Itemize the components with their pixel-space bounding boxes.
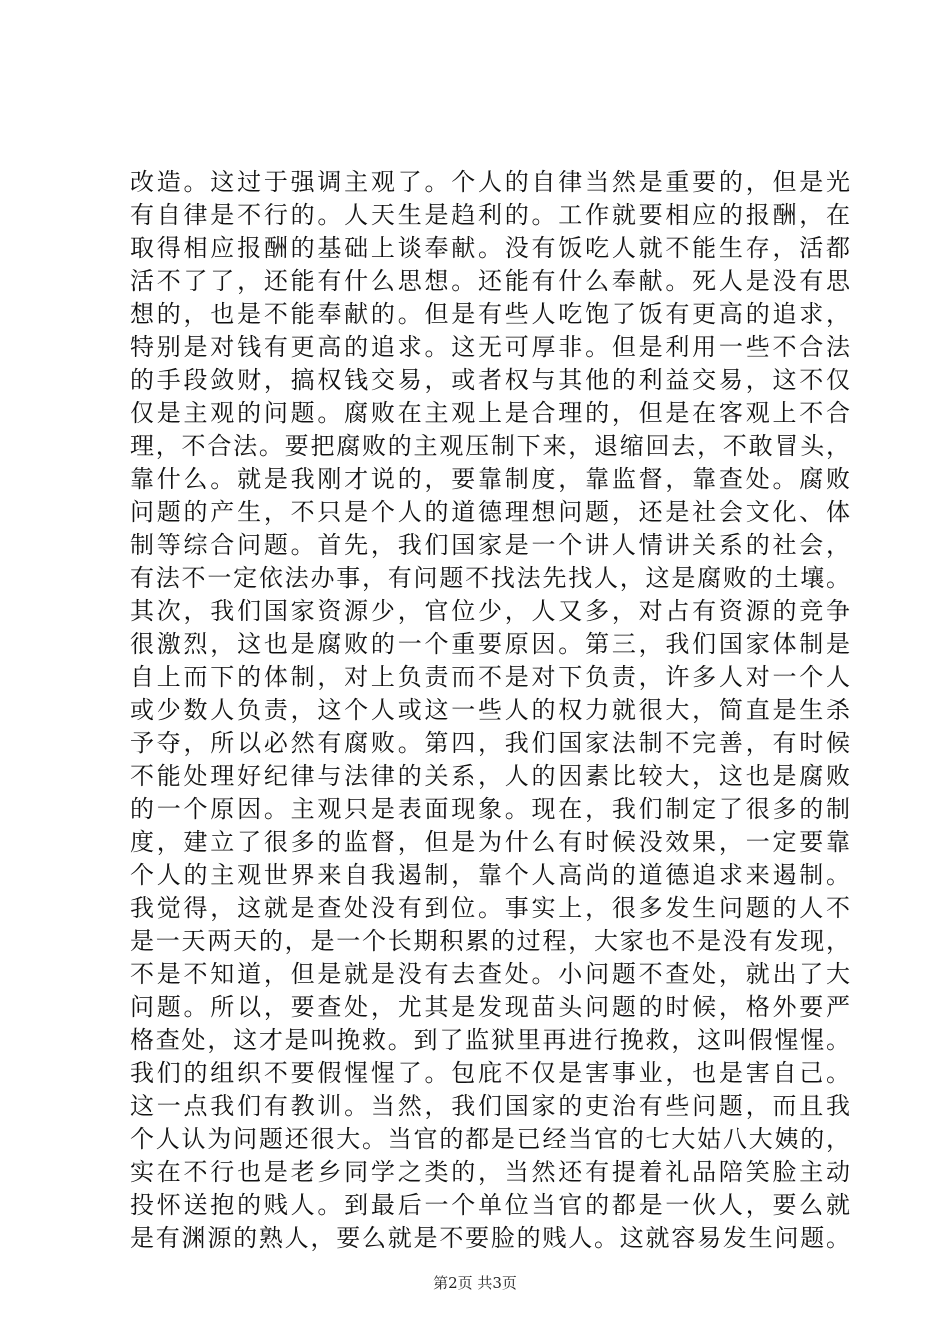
- text-line: 予夺，所以必然有腐败。第四，我们国家法制不完善，有时候: [130, 729, 850, 757]
- text-line: 改造。这过于强调主观了。个人的自律当然是重要的，但是光: [130, 168, 850, 196]
- text-line: 这一点我们有教训。当然，我们国家的吏治有些问题，而且我: [130, 1092, 850, 1120]
- text-line: 仅是主观的问题。腐败在主观上是合理的，但是在客观上不合: [130, 399, 850, 427]
- text-line: 问题。所以，要查处，尤其是发现苗头问题的时候，格外要严: [130, 993, 850, 1021]
- text-line: 活不了了，还能有什么思想。还能有什么奉献。死人是没有思: [130, 267, 850, 295]
- text-line: 制等综合问题。首先，我们国家是一个讲人情讲关系的社会，: [130, 531, 850, 559]
- body-text: [130, 166, 850, 1255]
- text-line: 问题的产生，不只是个人的道德理想问题，还是社会文化、体: [130, 498, 850, 526]
- page-number-footer: 第2页 共3页: [433, 1274, 517, 1292]
- text-line: 不能处理好纪律与法律的关系，人的因素比较大，这也是腐败: [130, 762, 850, 790]
- text-line: 靠什么。就是我刚才说的，要靠制度，靠监督，靠查处。腐败: [130, 465, 850, 493]
- text-line: 我觉得，这就是查处没有到位。事实上，很多发生问题的人不: [130, 894, 850, 922]
- text-line: 格查处，这才是叫挽救。到了监狱里再进行挽救，这叫假惺惺。: [130, 1026, 850, 1054]
- text-line: 有自律是不行的。人天生是趋利的。工作就要相应的报酬，在: [130, 201, 850, 229]
- text-line: 个人的主观世界来自我遏制，靠个人高尚的道德追求来遏制。: [130, 861, 850, 889]
- text-line: 自上而下的体制，对上负责而不是对下负责，许多人对一个人: [130, 663, 850, 691]
- text-line: 特别是对钱有更高的追求。这无可厚非。但是利用一些不合法: [130, 333, 850, 361]
- text-line: 取得相应报酬的基础上谈奉献。没有饭吃人就不能生存，活都: [130, 234, 850, 262]
- text-line: 个人认为问题还很大。当官的都是已经当官的七大姑八大姨的，: [130, 1125, 850, 1153]
- text-line: 其次，我们国家资源少，官位少，人又多，对占有资源的竞争: [130, 597, 850, 625]
- text-line: 的一个原因。主观只是表面现象。现在，我们制定了很多的制: [130, 795, 850, 823]
- text-line: 的手段敛财，搞权钱交易，或者权与其他的利益交易，这不仅: [130, 366, 850, 394]
- text-line: 很激烈，这也是腐败的一个重要原因。第三，我们国家体制是: [130, 630, 850, 658]
- text-line: 我们的组织不要假惺惺了。包庇不仅是害事业，也是害自己。: [130, 1059, 850, 1087]
- text-line: 是一天两天的，是一个长期积累的过程，大家也不是没有发现，: [130, 927, 850, 955]
- text-line: 或少数人负责，这个人或这一些人的权力就很大，简直是生杀: [130, 696, 850, 724]
- text-line: 度，建立了很多的监督，但是为什么有时候没效果，一定要靠: [130, 828, 850, 856]
- text-line: 理，不合法。要把腐败的主观压制下来，退缩回去，不敢冒头，: [130, 432, 850, 460]
- text-line: 不是不知道，但是就是没有去查处。小问题不查处，就出了大: [130, 960, 850, 988]
- text-line: 是有渊源的熟人，要么就是不要脸的贱人。这就容易发生问题。: [130, 1224, 850, 1252]
- text-line: 有法不一定依法办事，有问题不找法先找人，这是腐败的土壤。: [130, 564, 850, 592]
- text-line: 投怀送抱的贱人。到最后一个单位当官的都是一伙人，要么就: [130, 1191, 850, 1219]
- text-line: 实在不行也是老乡同学之类的，当然还有提着礼品陪笑脸主动: [130, 1158, 850, 1186]
- text-line: 想的，也是不能奉献的。但是有些人吃饱了饭有更高的追求，: [130, 300, 850, 328]
